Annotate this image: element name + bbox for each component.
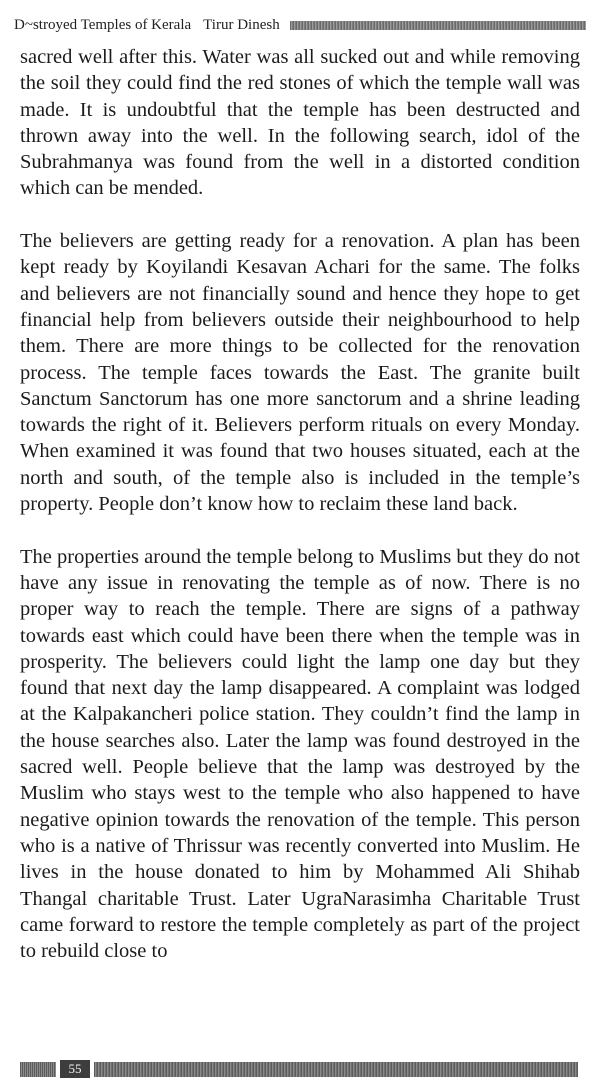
footer-bar-right (94, 1062, 578, 1077)
page-number: 55 (60, 1060, 90, 1078)
author-name: Tirur Dinesh (203, 16, 280, 33)
paragraph: The properties around the temple belong to Muslims but they do not have any issue in renovating the temple as of now. There is no proper way to reach the temple. There are signs of a pathway towards east which could have been there when the temple was in prosperity. The believers could light the lamp one day but they found that next day the lamp disappeared. A complaint was lodged at the Kalpakancheri police station. They couldn’t find the lamp in the house searches also. Later the lamp was found destroyed in the sacred well. People believe that the lamp was destroyed by the Muslim who stays west to the temple who also happened to have negative opinion towards the renovation of the temple. This person who is a native of Thrissur was recently converted into Muslim. He lives in the house donated to him by Mohammed Ali Shihab Thangal charitable Trust. Later UgraNarasimha Charitable Trust came forward to restore the temple completely as part of the project to rebuild close to (20, 545, 580, 963)
book-title: D~stroyed Temples of Kerala (14, 16, 192, 33)
page-footer (20, 1060, 578, 1078)
header-rule (290, 21, 586, 30)
footer-bar-left (20, 1062, 56, 1077)
running-header (14, 14, 586, 36)
body-text (20, 44, 580, 991)
paragraph: The believers are getting ready for a renovation. A plan has been kept ready by Koyilandi Kesavan Achari for the same. The folks and believers are not financially sound and hence they hope to get financial help from believers outside their neighbourhood to help them. There are more things to be collected for the renovation process. The temple faces towards the East. The granite built Sanctum Sanctorum has one more sanctorum and a shrine leading towards the right of it. Believers perform rituals on every Monday. When examined it was found that two houses situated, each at the north and south, of the temple also is included in the temple’s property. People don’t know how to reclaim these land back. (20, 230, 580, 516)
paragraph: sacred well after this. Water was all sucked out and while removing the soil they could find the red stones of which the temple wall was made. It is undoubtful that the temple has been destructed and thrown away into the well. In the following search, idol of the Subrahmanya was found from the well in a distorted condition which can be mended. (20, 46, 580, 200)
